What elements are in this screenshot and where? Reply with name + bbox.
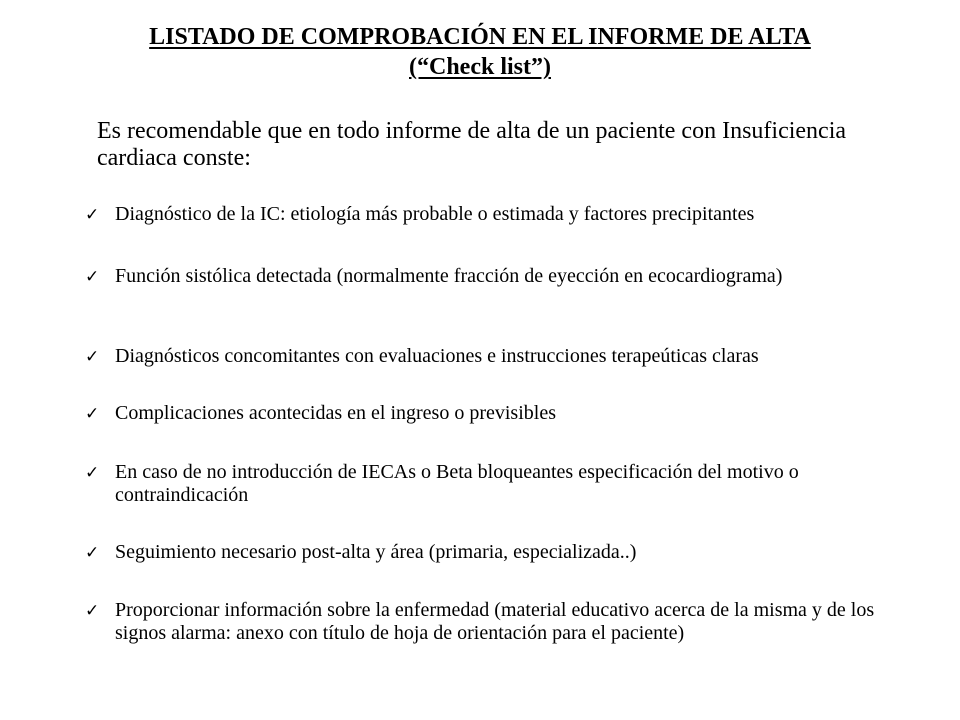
checklist-item-text: Función sistólica detectada (normalmente fracción de eyección en ecocardiograma) <box>115 265 783 287</box>
check-mark-icon: ✓ <box>85 267 100 287</box>
check-mark-icon: ✓ <box>85 404 100 424</box>
checklist-item <box>85 599 915 645</box>
checklist-item-text: Seguimiento necesario post-alta y área (primaria, especializada..) <box>115 541 637 563</box>
title-line-2: (“Check list”) <box>409 54 551 80</box>
check-mark-icon: ✓ <box>85 205 100 225</box>
document-title <box>0 22 960 82</box>
checklist-item <box>85 345 915 369</box>
checklist-item <box>85 203 915 227</box>
checklist-item-text: Diagnósticos concomitantes con evaluaciones e instrucciones terapeúticas claras <box>115 345 759 367</box>
check-mark-icon: ✓ <box>85 543 100 563</box>
checklist-item <box>85 541 915 565</box>
intro-paragraph: Es recomendable que en todo informe de alta de un paciente con Insuficiencia cardiaca conste: <box>97 118 847 171</box>
checklist-item <box>85 265 915 289</box>
check-mark-icon: ✓ <box>85 347 100 367</box>
title-line-1: LISTADO DE COMPROBACIÓN EN EL INFORME DE ALTA <box>149 24 811 50</box>
checklist-item-text: Complicaciones acontecidas en el ingreso o previsibles <box>115 402 556 424</box>
check-mark-icon: ✓ <box>85 601 100 621</box>
checklist-item-text: Proporcionar información sobre la enfermedad (material educativo acerca de la misma y de los signos alarma: anexo con título de hoja de orientación para el paciente) <box>115 599 875 644</box>
check-mark-icon: ✓ <box>85 463 100 483</box>
checklist-item <box>85 402 915 426</box>
checklist-item-text: Diagnóstico de la IC: etiología más probable o estimada y factores precipitantes <box>115 203 755 225</box>
checklist-item <box>85 461 915 507</box>
checklist-item-text: En caso de no introducción de IECAs o Beta bloqueantes especificación del motivo o contraindicación <box>115 461 799 506</box>
